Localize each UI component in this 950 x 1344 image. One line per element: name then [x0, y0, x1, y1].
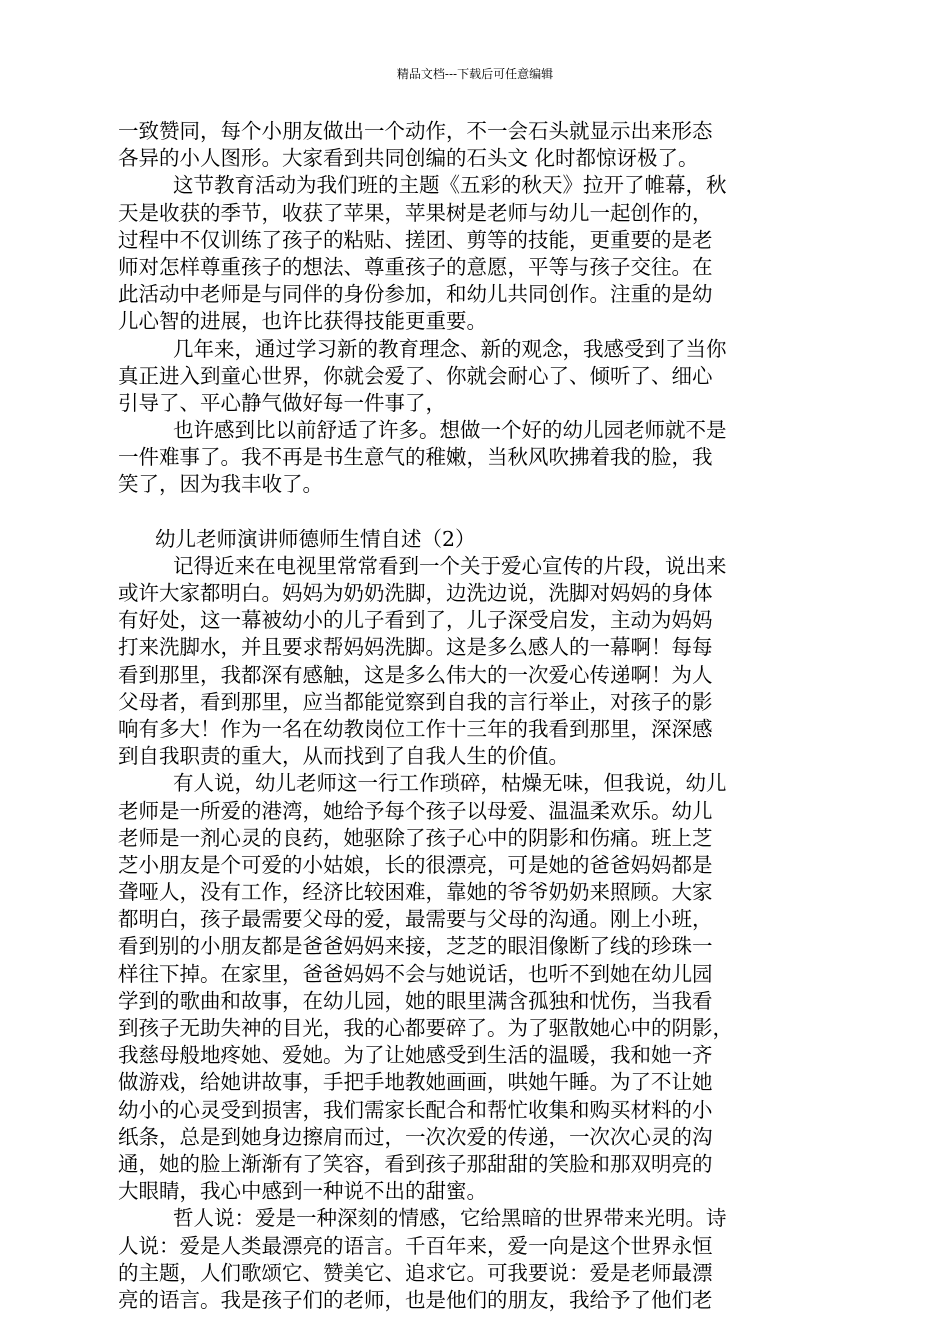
text-line: 人说：爱是人类最漂亮的语言。千百年来，爱一向是这个世界永恒 [118, 1233, 713, 1258]
paragraph [118, 553, 818, 771]
text-line: 父母者，看到那里，应当都能觉察到自我的言行举止，对孩子的影 [118, 689, 713, 714]
text-line: 天是收获的季节，收获了苹果，苹果树是老师与幼儿一起创作的， [118, 200, 713, 225]
text-line: 亮的语言。我是孩子们的老师，也是他们的朋友，我给予了他们老 [118, 1287, 713, 1312]
text-line: 此活动中老师是与同伴的身份参加，和幼儿共同创作。注重的是幼 [118, 282, 713, 307]
paragraph [118, 336, 818, 418]
text-line: 芝小朋友是个可爱的小姑娘，长的很漂亮，可是她的爸爸妈妈都是 [118, 852, 713, 877]
text-line: 一件难事了。我不再是书生意气的稚嫩，当秋风吹拂着我的脸，我 [118, 445, 713, 470]
paragraph [118, 172, 818, 335]
text-line: 聋哑人，没有工作，经济比较困难，靠她的爷爷奶奶来照顾。大家 [118, 880, 713, 905]
text-line: 过程中不仅训练了孩子的粘贴、搓团、剪等的技能，更重要的是老 [118, 227, 713, 252]
text-line: 几年来，通过学习新的教育理念、新的观念，我感受到了当你 [173, 336, 727, 361]
document-body [118, 118, 818, 1314]
text-line: 这节教育活动为我们班的主题《五彩的秋天》拉开了帷幕，秋 [173, 173, 727, 198]
text-line: 真正进入到童心世界，你就会爱了、你就会耐心了、倾听了、细心 [118, 363, 713, 388]
text-line: 大眼睛，我心中感到一种说不出的甜蜜。 [118, 1179, 487, 1204]
section-spacer [118, 499, 818, 526]
paragraph [118, 1205, 818, 1314]
text-line: 打来洗脚水，并且要求帮妈妈洗脚。这是多么感人的一幕啊！每每 [118, 635, 713, 660]
text-line: 老师是一所爱的港湾，她给予每个孩子以母爱、温温柔欢乐。幼儿 [118, 798, 713, 823]
paragraph [118, 770, 818, 1205]
paragraph [118, 118, 818, 172]
text-line: 看到那里，我都深有感触，这是多么伟大的一次爱心传递啊！为人 [118, 662, 713, 687]
paragraph [118, 417, 818, 499]
text-line: 样往下掉。在家里，爸爸妈妈不会与她说话，也听不到她在幼儿园 [118, 961, 713, 986]
text-line: 到孩子无助失神的目光，我的心都要碎了。为了驱散她心中的阴影， [118, 1016, 733, 1040]
section-title: 幼儿老师演讲师德师生情自述（2） [155, 526, 476, 551]
text-line: 看到别的小朋友都是爸爸妈妈来接，芝芝的眼泪像断了线的珍珠一 [118, 934, 713, 959]
text-line: 有好处，这一幕被幼小的儿子看到了，儿子深受启发，主动为妈妈 [118, 608, 713, 633]
text-line: 响有多大！作为一名在幼教岗位工作十三年的我看到那里，深深感 [118, 716, 713, 741]
text-line: 都明白，孩子最需要父母的爱，最需要与父母的沟通。刚上小班， [118, 907, 713, 932]
text-line: 老师是一剂心灵的良药，她驱除了孩子心中的阴影和伤痛。班上芝 [118, 825, 713, 850]
text-line: 师对怎样尊重孩子的想法、尊重孩子的意愿，平等与孩子交往。在 [118, 254, 713, 279]
text-line: 做游戏，给她讲故事，手把手地教她画画，哄她午睡。为了不让她 [118, 1070, 713, 1095]
text-line: 儿心智的进展，也许比获得技能更重要。 [118, 309, 487, 334]
text-line: 引导了、平心静气做好每一件事了， [118, 390, 446, 415]
text-line: 幼小的心灵受到损害，我们需家长配合和帮忙收集和购买材料的小 [118, 1097, 713, 1122]
text-line: 记得近来在电视里常常看到一个关于爱心宣传的片段，说出来 [173, 553, 727, 578]
text-line: 学到的歌曲和故事，在幼儿园，她的眼里满含孤独和忧伤，当我看 [118, 988, 713, 1013]
text-line: 或许大家都明白。妈妈为奶奶洗脚，边洗边说，洗脚对妈妈的身体 [118, 581, 713, 605]
text-line: 我慈母般地疼她、爱她。为了让她感受到生活的温暖，我和她一齐 [118, 1043, 713, 1068]
text-line: 通，她的脸上渐渐有了笑容，看到孩子那甜甜的笑脸和那双明亮的 [118, 1151, 713, 1176]
text-line: 的主题，人们歌颂它、赞美它、追求它。可我要说：爱是老师最漂 [118, 1260, 713, 1285]
text-line: 纸条，总是到她身边擦肩而过，一次次爱的传递，一次次心灵的沟 [118, 1124, 713, 1149]
page-header: 精品文档---下载后可任意编辑 [396, 67, 554, 81]
text-line: 到自我职责的重大，从而找到了自我人生的价值。 [118, 744, 569, 769]
text-line: 哲人说：爱是一种深刻的情感，它给黑暗的世界带来光明。诗 [173, 1206, 727, 1231]
text-line: 也许感到比以前舒适了许多。想做一个好的幼儿园老师就不是 [173, 418, 727, 443]
text-line: 一致赞同，每个小朋友做出一个动作，不一会石头就显示出来形态 [118, 119, 713, 143]
text-line: 笑了，因为我丰收了。 [118, 472, 323, 497]
text-line: 有人说，幼儿老师这一行工作琐碎，枯燥无味，但我说，幼儿 [173, 771, 727, 796]
text-line: 各异的小人图形。大家看到共同创编的石头文 化时都惊讶极了。 [118, 146, 699, 171]
